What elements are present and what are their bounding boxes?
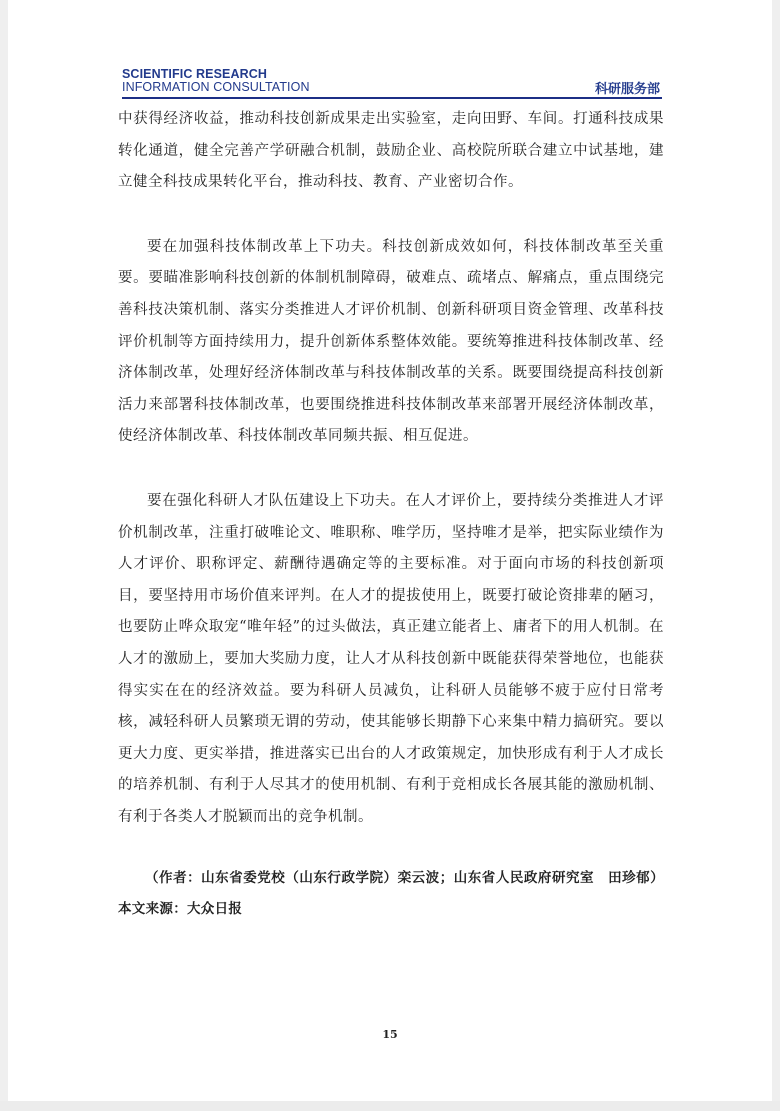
paragraph-continuation: 中获得经济收益，推动科技创新成果走出实验室，走向田野、车间。打通科技成果转化通道，健全完善产学研融合机制，鼓励企业、高校院所联合建立中试基地，建立健全科技成果转化平台，推动科技、教育、产业密切合作。 — [118, 111, 664, 191]
brand-line-1: SCIENTIFIC RESEARCH — [122, 67, 267, 81]
brand-line-2: INFORMATION CONSULTATION — [122, 80, 310, 94]
author-credit: （作者：山东省委党校（山东行政学院）栾云波；山东省人民政府研究室 田珍郁）本文来源：大众日报 — [118, 870, 664, 918]
page-edge-left — [0, 0, 8, 1111]
header-rule — [122, 97, 662, 99]
paragraph-talent: 要在强化科研人才队伍建设上下功夫。在人才评价上，要持续分类推进人才评价机制改革，注重打破唯论文、唯职称、唯学历，坚持唯才是举，把实际业绩作为人才评价、职称评定、薪酬待遇确定等的主要标准。对于面向市场的科技创新项目，要坚持用市场价值来评判。在人才的提拔使用上，既要打破论资排辈的陋习，也要防止哗众取宠“唯年轻”的过头做法，真正建立能者上、庸者下的用人机制。在人才的激励上，要加大奖励力度，让人才从科技创新中既能获得荣誉地位，也能获得实实在在的经济效益。要为科研人员减负，让科研人员能够不疲于应付日常考核，减轻科研人员繁琐无谓的劳动，使其能够长期静下心来集中精力搞研究。要以更大力度、更实举措，推进落实已出台的人才政策规定，加快形成有利于人才成长的培养机制、有利于人尽其才的使用机制、有利于竞相成长各展其能的激励机制、有利于各类人才脱颖而出的竞争机制。 — [118, 492, 664, 825]
brand-logo-text — [122, 68, 310, 94]
page-edge-right — [772, 0, 780, 1111]
article-body — [118, 104, 664, 925]
department-label: 科研服务部 — [594, 82, 660, 97]
paragraph-gap — [118, 833, 664, 863]
paragraph-gap — [118, 453, 664, 486]
paragraph-gap — [118, 199, 664, 232]
page-header — [122, 68, 662, 100]
page-number: 15 — [382, 1028, 398, 1041]
page-edge-bottom — [0, 1101, 780, 1111]
paragraph-tech-reform: 要在加强科技体制改革上下功夫。科技创新成效如何，科技体制改革至关重要。要瞄准影响科技创新的体制机制障碍，破难点、疏堵点、解痛点，重点围绕完善科技决策机制、落实分类推进人才评价机制、创新科研项目资金管理、改革科技评价机制等方面持续用力，提升创新体系整体效能。要统筹推进科技体制改革、经济体制改革，处理好经济体制改革与科技体制改革的关系。既要围绕提高科技创新活力来部署科技体制改革，也要围绕推进科技体制改革来部署开展经济体制改革，使经济体制改革、科技体制改革同频共振、相互促进。 — [118, 238, 664, 445]
